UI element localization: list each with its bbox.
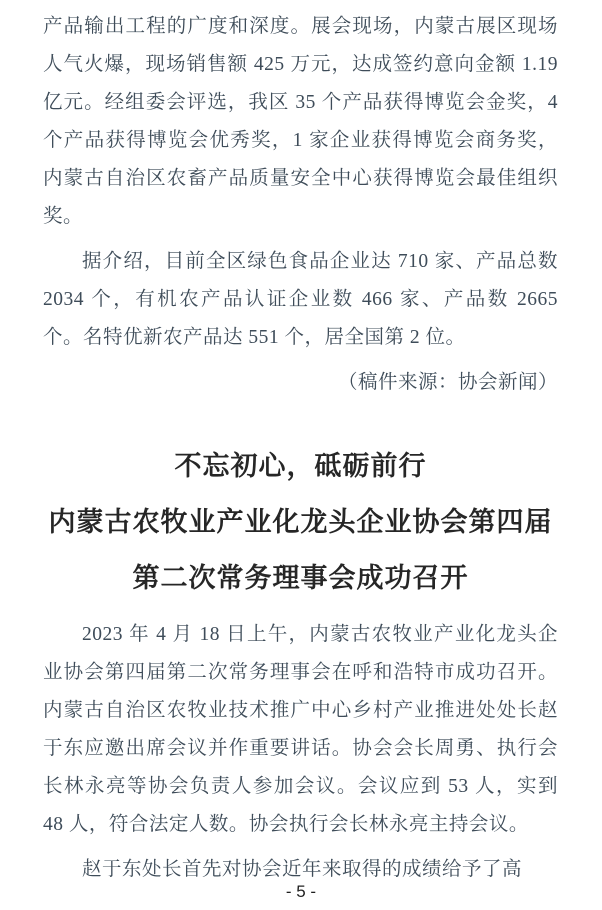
article-second-paragraph-truncated: 赵于东处长首先对协会近年来取得的成绩给予了高 [82,859,523,880]
article-title-line-3: 第二次常务理事会成功召开 [132,563,469,593]
page-number: - 5 - [285,882,317,901]
article-title [43,438,558,606]
source-attribution: （稿件来源：协会新闻） [337,372,558,393]
article-title-line-2: 内蒙古农牧业产业化龙头企业协会第四届 [48,507,553,537]
article-title-line-1: 不忘初心，砥砺前行 [174,451,427,481]
previous-article-continuation-paragraph: 产品输出工程的广度和深度。展会现场，内蒙古展区现场人气火爆，现场销售额 425 万元，达成签约意向金额 1.19 亿元。经组委会评选，我区 35 个产品获得博览会金奖，4 个产品获得博览会优秀奖，1 家企业获得博览会商务奖，内蒙古自治区农畜产品质量安全中心获得博览会最佳组织奖。 [43,16,558,227]
article-opening-paragraph: 2023 年 4 月 18 日上午，内蒙古农牧业产业化龙头企业协会第四届第二次常务理事会在呼和浩特市成功召开。内蒙古自治区农牧业技术推广中心乡村产业推进处处长赵于东应邀出席会议并作重要讲话。协会会长周勇、执行会长林永亮等协会负责人参加会议。会议应到 53 人，实到 48 人，符合法定人数。协会执行会长林永亮主持会议。 [43,624,558,835]
previous-article-stats-paragraph: 据介绍，目前全区绿色食品企业达 710 家、产品总数 2034 个，有机农产品认证企业数 466 家、产品数 2665 个。名特优新农产品达 551 个，居全国第 2 位。 [43,251,558,348]
